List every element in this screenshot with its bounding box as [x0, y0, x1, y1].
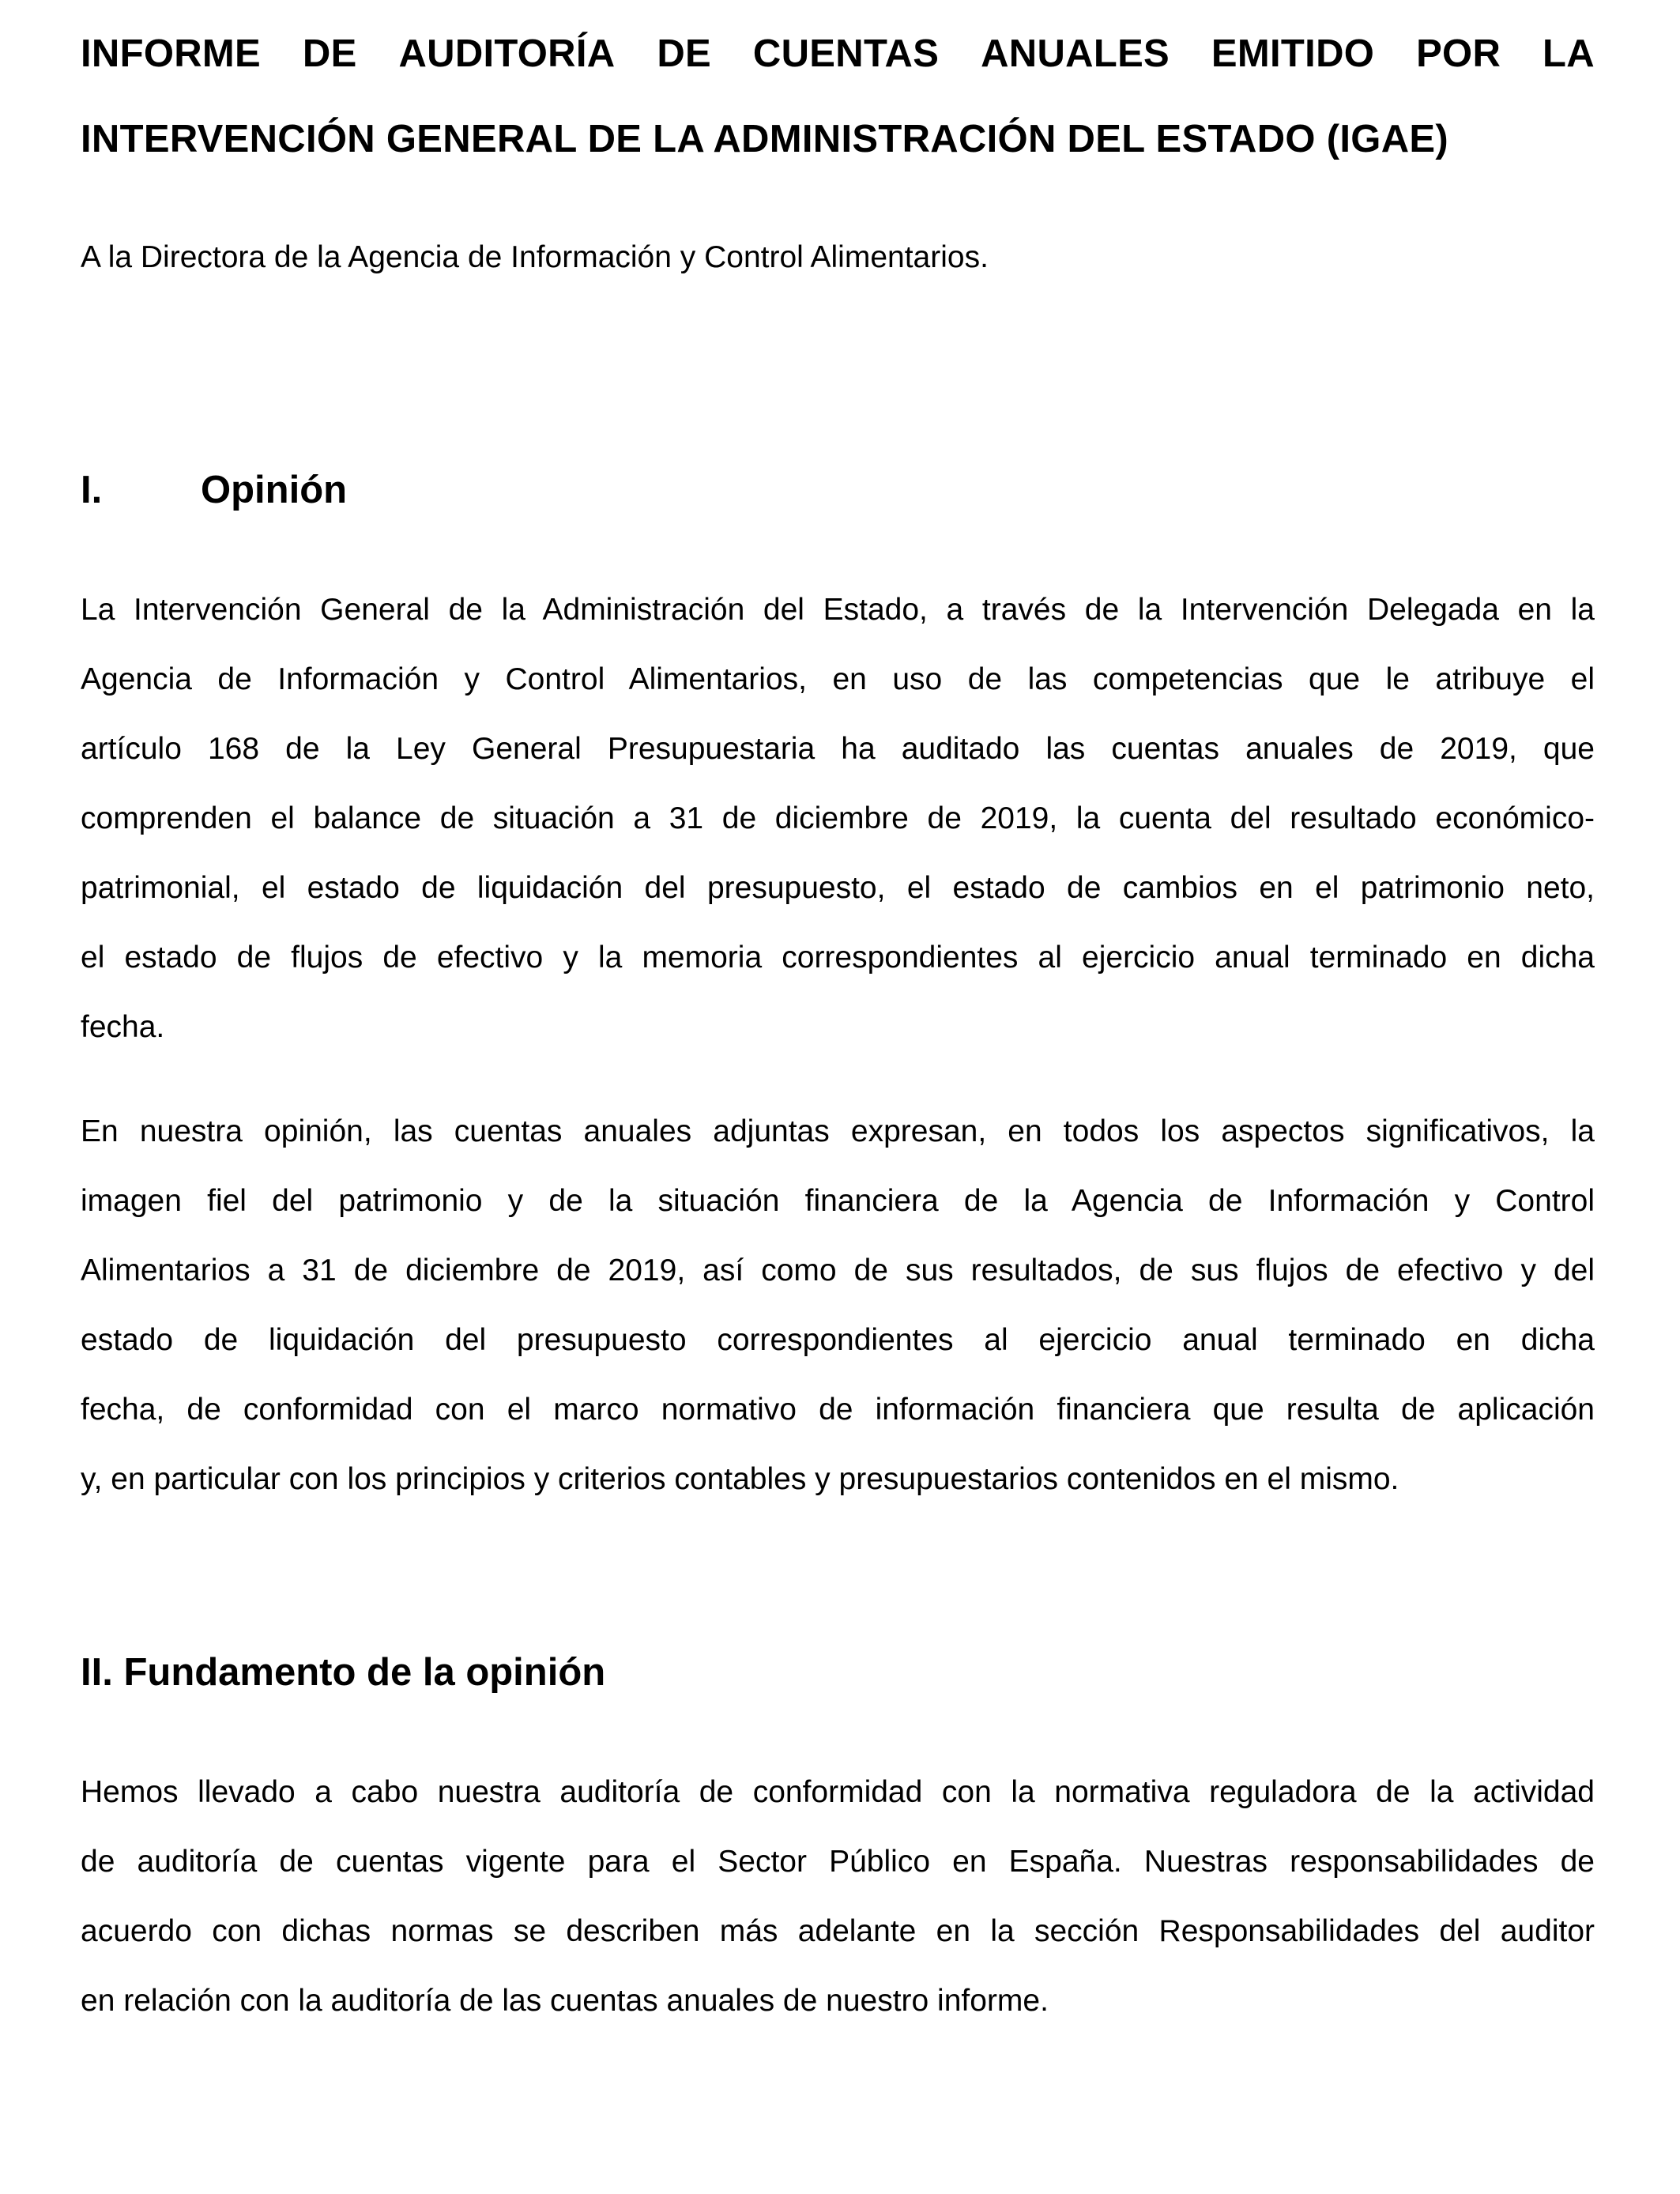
- text-line: imagen fiel del patrimonio y de la situación financiera de la Agencia de Información y Control: [81, 1184, 1595, 1218]
- opinion-paragraph-2: [81, 1097, 1595, 1514]
- title-word: LA: [1543, 32, 1595, 75]
- title-word: CUENTAS: [752, 32, 940, 75]
- section-number: I.: [81, 469, 103, 511]
- text-line: patrimonial, el estado de liquidación del presupuesto, el estado de cambios en el patrimonio neto,: [81, 871, 1595, 905]
- text-line: artículo 168 de la Ley General Presupuestaria ha auditado las cuentas anuales de 2019, que: [81, 732, 1595, 766]
- opinion-paragraph-1: [81, 575, 1595, 1062]
- fundamento-paragraph-1: [81, 1758, 1595, 2036]
- title-word: INFORME: [81, 32, 262, 75]
- section-title: Opinión: [201, 469, 348, 511]
- document-title-line-1: [81, 32, 1595, 76]
- title-word: AUDITORÍA: [398, 32, 616, 75]
- text-line: comprenden el balance de situación a 31 de diciembre de 2019, la cuenta del resultado económico-: [81, 801, 1595, 835]
- title-word: ANUALES: [981, 32, 1170, 75]
- text-line: fecha.: [81, 1010, 165, 1044]
- text-line: estado de liquidación del presupuesto correspondientes al ejercicio anual terminado en dicha: [81, 1323, 1595, 1357]
- document-title-line-2: INTERVENCIÓN GENERAL DE LA ADMINISTRACIÓN DEL ESTADO (IGAE): [81, 118, 1448, 160]
- text-line: de auditoría de cuentas vigente para el Sector Público en España. Nuestras responsabilidades de: [81, 1845, 1595, 1879]
- section-heading-opinion: [81, 468, 347, 512]
- section-heading-fundamento: II. Fundamento de la opinión: [81, 1651, 606, 1694]
- title-word: POR: [1416, 32, 1501, 75]
- text-line: En nuestra opinión, las cuentas anuales adjuntas expresan, en todos los aspectos significativos, la: [81, 1114, 1595, 1148]
- text-line: acuerdo con dichas normas se describen más adelante en la sección Responsabilidades del auditor: [81, 1914, 1595, 1948]
- addressee: A la Directora de la Agencia de Información y Control Alimentarios.: [81, 240, 989, 274]
- title-word: DE: [657, 32, 712, 75]
- title-word: EMITIDO: [1211, 32, 1375, 75]
- title-word: DE: [302, 32, 357, 75]
- text-line: fecha, de conformidad con el marco normativo de información financiera que resulta de aplicación: [81, 1393, 1595, 1427]
- text-line: Agencia de Información y Control Alimentarios, en uso de las competencias que le atribuye el: [81, 662, 1595, 696]
- text-line: La Intervención General de la Administración del Estado, a través de la Intervención Delegada en la: [81, 593, 1595, 627]
- text-line: el estado de flujos de efectivo y la memoria correspondientes al ejercicio anual terminado en dicha: [81, 941, 1595, 974]
- text-line: y, en particular con los principios y criterios contables y presupuestarios contenidos en el mismo.: [81, 1462, 1399, 1496]
- text-line: Alimentarios a 31 de diciembre de 2019, así como de sus resultados, de sus flujos de efectivo y del: [81, 1253, 1595, 1287]
- text-line: Hemos llevado a cabo nuestra auditoría de conformidad con la normativa reguladora de la actividad: [81, 1775, 1595, 1809]
- text-line: en relación con la auditoría de las cuentas anuales de nuestro informe.: [81, 1984, 1049, 2018]
